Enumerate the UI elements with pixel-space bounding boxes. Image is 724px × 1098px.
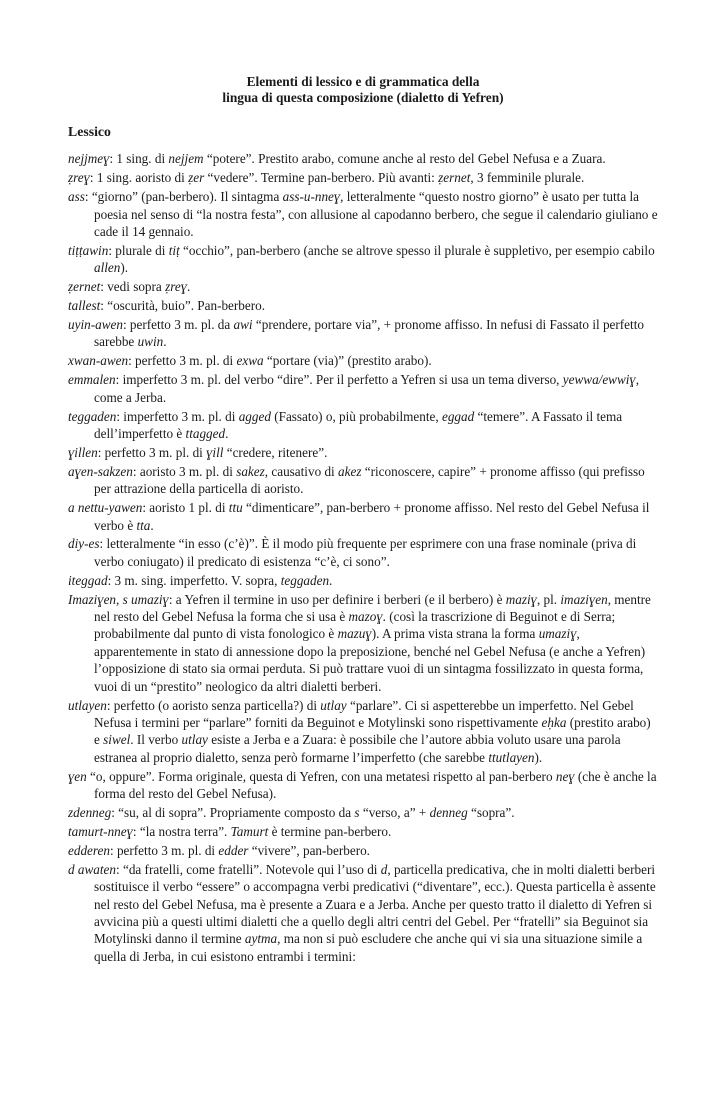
entry-headword: ɣen bbox=[68, 768, 87, 784]
entry-term: mazoɣ bbox=[348, 609, 383, 625]
entry-headword: ɣillen bbox=[68, 444, 98, 460]
entry-text: , particella predicativa, che in molti dialetti berberi sostituisce il verbo “essere” o accompagna verbi predicativi (“diventare”, ecc.). Questa particella è assente nel resto del Gebel Nefusa, ma è presente a Zuara e a Jerba. Anche per questo tratto il dialetto di Yefren si avvicina più a questi ultimi dialetti che a quello degli altri centri del Gebel. Per “fratelli” sia Beguinot sia Motylinski danno il termine bbox=[94, 861, 656, 947]
entry-term: ttu bbox=[228, 500, 243, 516]
section-heading-lessico: Lessico bbox=[68, 124, 111, 139]
entry-term: allen bbox=[94, 260, 121, 276]
entry-term: s umaziɣ bbox=[122, 591, 169, 607]
entry-text: . bbox=[186, 279, 191, 295]
entry-text: è termine pan-berbero. bbox=[268, 823, 392, 839]
entry-term: maziɣ bbox=[505, 591, 537, 607]
glossary-entry bbox=[68, 242, 658, 277]
entry-text: , apparentemente in stato di annessione dopo la preposizione, benché nel Gebel Nefusa (e anche a Yefren) l’opposizione di stato sia ormai perduta. Si può trattare vuoi di un sintagma fossilizzato in questa forma, vuoi di un “prestito” neologico da altri dialetti berberi. bbox=[94, 626, 646, 694]
entry-term: imaziɣen bbox=[560, 591, 608, 607]
glossary-entry bbox=[68, 572, 658, 589]
glossary-entry bbox=[68, 169, 658, 186]
document-title bbox=[68, 74, 658, 106]
entry-text: “temere”. A Fassato il tema dell’imperfetto è bbox=[94, 408, 623, 441]
entry-text: : vedi sopra bbox=[100, 279, 166, 295]
entry-term: d bbox=[380, 861, 388, 877]
entry-term: uwin bbox=[137, 334, 164, 350]
entry-term: tiṭ bbox=[168, 242, 180, 258]
entry-term: ttagged bbox=[185, 426, 226, 441]
entry-text: (che è anche la forma del resto del Gebel Nefusa). bbox=[94, 768, 657, 802]
entry-text: : a Yefren il termine in uso per definire i berberi (e il berbero) è bbox=[168, 591, 506, 607]
entry-headword: tiṭṭawin bbox=[68, 242, 109, 258]
entry-text: “potere”. Prestito arabo, comune anche al resto del Gebel Nefusa e a Zuara. bbox=[203, 151, 606, 167]
entry-term: ɣill bbox=[206, 444, 224, 460]
entry-text: : “su, al di sopra”. Propriamente composto da bbox=[111, 805, 355, 821]
glossary-entry bbox=[68, 278, 658, 295]
document-page bbox=[0, 74, 724, 1098]
entry-text: : 3 m. sing. imperfetto. V. sopra, bbox=[107, 572, 281, 588]
entry-text: : aoristo 3 m. pl. di bbox=[132, 463, 237, 479]
entry-text: : imperfetto 3 m. pl. del verbo “dire”. Per il perfetto a Yefren si usa un tema diverso, bbox=[115, 372, 563, 388]
entry-text: : perfetto 3 m. pl. di bbox=[128, 353, 237, 369]
entry-term: edder bbox=[218, 842, 249, 858]
entry-text: : perfetto 3 m. pl. di bbox=[109, 842, 219, 858]
glossary-entry bbox=[68, 535, 658, 570]
entry-text: . bbox=[163, 334, 167, 350]
entry-headword: zdenneg bbox=[68, 805, 112, 821]
entry-headword: Imaziɣen bbox=[68, 591, 117, 607]
entry-text: ). bbox=[120, 260, 129, 276]
entry-text: , pl. bbox=[536, 591, 561, 607]
entry-term: teggaden bbox=[280, 572, 330, 588]
entry-term: ẓer bbox=[188, 170, 205, 186]
entry-term: awi bbox=[233, 317, 253, 333]
entry-text: esiste a Jerba e a Zuara: è possibile che l’autore abbia voluto usare una parola estranea al proprio dialetto, senza però formarne l’imperfetto (che sarebbe bbox=[94, 732, 621, 765]
entry-text: (Fassato) o, più probabilmente, bbox=[270, 408, 442, 424]
entry-text: . (così la trascrizione di Beguinot e di Serra; probabilmente dal punto di vista fonologico è bbox=[94, 609, 616, 642]
entry-text: , letteralmente “questo nostro giorno” è usato per tutta la poesia nel senso di “la nostra festa”, con allusione al capodanno berbero, che segue il calendario giuliano e cade il 14 gennaio. bbox=[94, 189, 658, 240]
entry-text: : perfetto (o aoristo senza particella?) di bbox=[106, 697, 321, 713]
title-line-2: lingua di questa composizione (dialetto di Yefren) bbox=[222, 90, 504, 105]
entry-text: . bbox=[150, 517, 154, 533]
glossary-entry bbox=[68, 444, 658, 461]
entry-text: . bbox=[329, 572, 333, 588]
entry-text: : 1 sing. di bbox=[109, 151, 169, 167]
entry-headword: xwan-awen bbox=[68, 353, 129, 369]
entry-text: : aoristo 1 pl. di bbox=[142, 500, 229, 516]
entry-headword: ass bbox=[68, 189, 85, 205]
entry-text: “vivere”, pan-berbero. bbox=[248, 842, 370, 858]
entry-headword: emmalen bbox=[68, 372, 116, 388]
entry-headword: ẓernet bbox=[68, 279, 101, 295]
entry-term: ẓernet bbox=[438, 170, 471, 186]
entry-term: ẓreɣ bbox=[165, 279, 187, 295]
entry-text: “sopra”. bbox=[467, 805, 515, 821]
entry-headword: uyin-awen bbox=[68, 317, 123, 333]
entry-text: “occhio”, pan-berbero (anche se altrove spesso il plurale è suppletivo, per esempio cabilo bbox=[179, 242, 655, 258]
entry-text: : “la nostra terra”. bbox=[132, 823, 231, 839]
entry-text: “verso, a” + bbox=[359, 805, 430, 821]
entry-headword: iteggad bbox=[68, 572, 108, 588]
entry-text: , bbox=[116, 591, 123, 607]
entry-text: : letteralmente “in esso (c’è)”. È il modo più frequente per esprimere con una frase nominale (priva di verbo coniugato) il predicato di esistenza “c’è, ci sono”. bbox=[94, 536, 637, 569]
glossary-entry bbox=[68, 316, 658, 351]
entry-term: utlay bbox=[181, 732, 208, 748]
entry-headword: tamurt-nneɣ bbox=[68, 823, 133, 839]
glossary-entry bbox=[68, 804, 658, 821]
entry-headword: ẓreɣ bbox=[68, 170, 90, 186]
glossary-entry bbox=[68, 297, 658, 314]
entry-headword: nejjmeɣ bbox=[68, 151, 110, 167]
entry-headword: edderen bbox=[68, 842, 110, 858]
entry-headword: tallest bbox=[68, 298, 101, 314]
entry-term: s bbox=[354, 805, 360, 821]
entry-term: eḥka bbox=[541, 715, 567, 730]
entry-term: denneg bbox=[429, 805, 468, 821]
entry-term: exwa bbox=[236, 353, 264, 369]
glossary-entry bbox=[68, 371, 658, 406]
entry-text: “credere, ritenere”. bbox=[223, 444, 328, 460]
glossary-entry bbox=[68, 463, 658, 498]
entry-text: : plurale di bbox=[108, 242, 169, 258]
entry-text: : perfetto 3 m. pl. di bbox=[97, 444, 207, 460]
glossary-entry bbox=[68, 823, 658, 840]
entry-text: “vedere”. Termine pan-berbero. Più avanti: bbox=[204, 170, 439, 186]
entry-term: ttutlayen bbox=[488, 749, 535, 765]
entry-text: “parlare”. Ci si aspetterebbe un imperfetto. Nel Gebel Nefusa i termini per “parlare” forniti da Beguinot e Motylinski sono rispettivamente bbox=[94, 697, 634, 730]
entry-text: : imperfetto 3 m. pl. di bbox=[116, 408, 239, 424]
entry-term: umaziɣ bbox=[538, 626, 577, 642]
entry-headword: teggaden bbox=[68, 408, 117, 424]
entry-text: “riconoscere, capire” + pronome affisso (qui prefisso per attrazione della particella di aoristo. bbox=[94, 463, 645, 497]
entry-text: : 1 sing. aoristo di bbox=[89, 170, 189, 186]
entry-term: akez bbox=[338, 463, 362, 479]
glossary-entry bbox=[68, 842, 658, 859]
entry-headword: aɣen-sakzen bbox=[68, 463, 133, 479]
entry-term: eggad bbox=[441, 408, 475, 424]
entry-text: , come a Jerba. bbox=[94, 372, 640, 405]
entry-term: yewwa/ewwiɣ bbox=[562, 372, 636, 388]
glossary-entry bbox=[68, 150, 658, 167]
glossary-entry bbox=[68, 408, 658, 443]
entry-text: , ma non si può escludere che anche qui vi sia una situazione simile a quella di Jerba, in cui esistono entrambi i termini: bbox=[94, 931, 643, 964]
entry-term: agged bbox=[238, 408, 271, 424]
entry-term: neɣ bbox=[555, 768, 575, 784]
entry-text: ). A prima vista strana la forma bbox=[371, 626, 539, 642]
glossary-entry bbox=[68, 188, 658, 240]
entry-text: “dimenticare”, pan-berbero + pronome affisso. Nel resto del Gebel Nefusa il verbo è bbox=[94, 500, 650, 533]
entry-term: Tamurt bbox=[230, 823, 269, 839]
title-line-1: Elementi di lessico e di grammatica della bbox=[246, 74, 480, 89]
entry-headword: a nettu-yawen bbox=[68, 500, 143, 516]
entry-term: nejjem bbox=[168, 151, 204, 167]
glossary-entry bbox=[68, 352, 658, 369]
entry-term: aytma bbox=[244, 931, 278, 947]
entry-term: tta bbox=[136, 517, 151, 533]
entry-text: “o, oppure”. Forma originale, questa di Yefren, con una metatesi rispetto al pan-berbero bbox=[86, 768, 556, 784]
glossary-entry bbox=[68, 591, 658, 695]
entry-headword: d awaten bbox=[68, 861, 116, 877]
entry-headword: diy-es bbox=[68, 536, 100, 552]
glossary-entry bbox=[68, 768, 658, 803]
entry-term: mazuɣ bbox=[337, 626, 372, 642]
entry-headword: utlayen bbox=[68, 697, 107, 713]
glossary-list bbox=[68, 150, 658, 965]
entry-text: : “oscurità, buio”. Pan-berbero. bbox=[100, 298, 266, 314]
entry-text: , causativo di bbox=[264, 463, 339, 479]
glossary-entry bbox=[68, 499, 658, 534]
glossary-entry bbox=[68, 697, 658, 767]
entry-text: ). bbox=[534, 749, 543, 765]
entry-term: utlay bbox=[320, 697, 347, 713]
entry-text: , mentre nel resto del Gebel Nefusa la forma che si usa è bbox=[94, 591, 651, 625]
entry-text: “portare (via)” (prestito arabo). bbox=[263, 353, 432, 369]
entry-text: (prestito arabo) e bbox=[94, 715, 651, 748]
entry-text: : “giorno” (pan-berbero). Il sintagma bbox=[84, 189, 283, 205]
entry-text: , 3 femminile plurale. bbox=[470, 170, 585, 186]
entry-text: . bbox=[225, 426, 229, 441]
entry-term: ass-u-nneɣ bbox=[282, 189, 341, 205]
entry-text: : perfetto 3 m. pl. da bbox=[122, 317, 234, 333]
entry-term: siwel bbox=[103, 732, 131, 748]
entry-text: : “da fratelli, come fratelli”. Notevole qui l’uso di bbox=[116, 861, 381, 877]
entry-term: sakez bbox=[236, 463, 265, 479]
glossary-entry bbox=[68, 861, 658, 965]
entry-text: “prendere, portare via”, + pronome affisso. In nefusi di Fassato il perfetto sarebbe bbox=[94, 317, 644, 350]
entry-text: . Il verbo bbox=[130, 732, 182, 748]
